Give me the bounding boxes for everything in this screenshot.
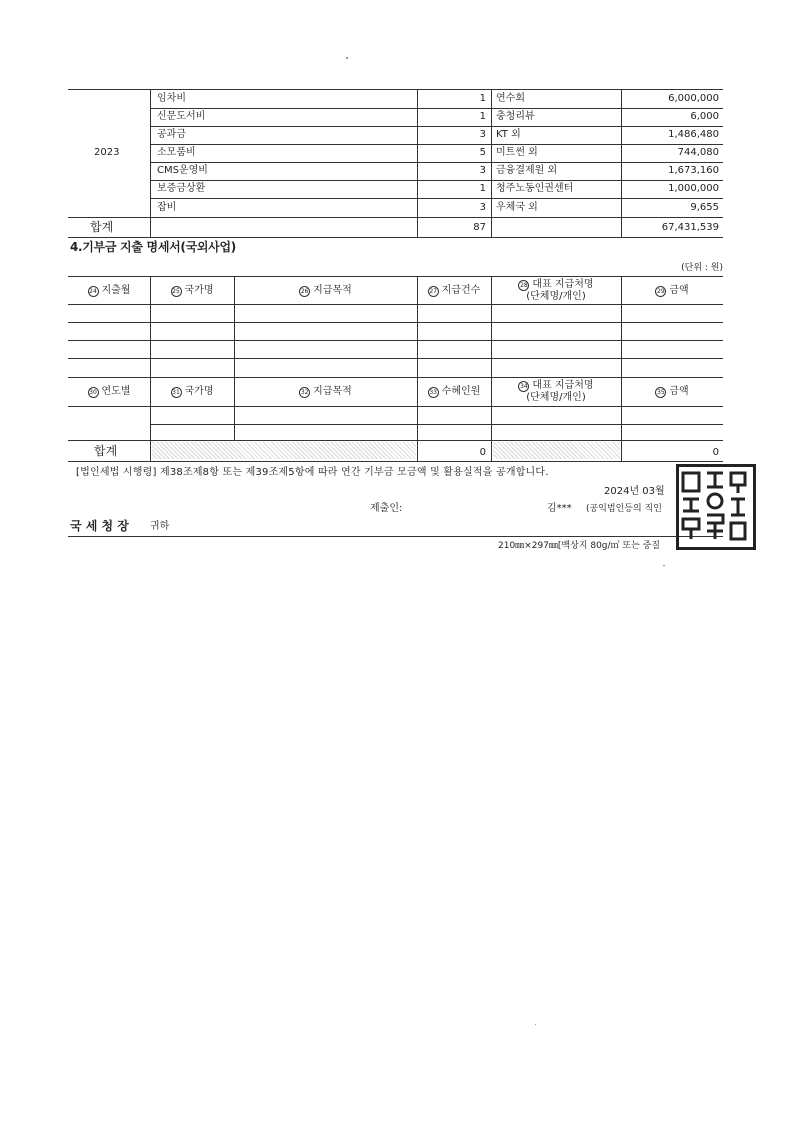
total-label: 합계 xyxy=(94,444,118,458)
row-amount: 6,000 xyxy=(690,111,719,122)
col-header-count: 27 지급건수 xyxy=(429,285,481,296)
row-amount: 1,673,160 xyxy=(668,165,719,176)
row-item: 소모품비 xyxy=(157,147,196,158)
row-count: 1 xyxy=(479,93,486,104)
addressee-suffix: 귀하 xyxy=(150,521,170,532)
row-amount: 1,000,000 xyxy=(668,183,719,194)
col-header-amount: 29 금액 xyxy=(657,285,689,296)
col-header-country: 25 국가명 xyxy=(172,285,214,296)
submitter-role: (공익법인등의 직인 xyxy=(586,504,662,514)
col-header-purpose: 26 지급목적 xyxy=(300,285,352,296)
row-count: 3 xyxy=(479,129,486,140)
row-item: 신문도서비 xyxy=(157,111,206,122)
row-item: 임차비 xyxy=(157,93,186,104)
section-title: 4.기부금 지출 명세서(국외사업) xyxy=(70,240,236,254)
row-item: 잡비 xyxy=(157,202,177,213)
legal-text: [법인세법 시행령] 제38조제8항 또는 제39조제5항에 따라 연간 기부금 모금액 및 활용실적을 공개합니다. xyxy=(76,467,549,478)
row-recipient: 연수회 xyxy=(496,93,525,104)
total-amount: 67,431,539 xyxy=(661,222,719,233)
row-recipient: KT 외 xyxy=(496,129,521,140)
row-count: 3 xyxy=(479,165,486,176)
scan-speck xyxy=(535,1024,536,1025)
row-recipient: 금융결제원 외 xyxy=(496,165,558,176)
col-header-purpose: 32 지급목적 xyxy=(300,386,352,397)
row-recipient: 청주노동인권센터 xyxy=(496,183,574,194)
total-count: 0 xyxy=(479,447,486,458)
row-count: 3 xyxy=(479,202,486,213)
col-header-country: 31 국가명 xyxy=(172,386,214,397)
total-amount: 0 xyxy=(712,447,719,458)
unit-label: (단위 : 원) xyxy=(681,263,723,273)
col-header-recipient: 34 대표 지급처명 (단체명/개인) xyxy=(520,380,594,403)
col-header-month: 24 지출월 xyxy=(89,285,131,296)
date: 2024년 03월 xyxy=(604,486,665,497)
scan-speck xyxy=(663,565,665,566)
col-header-beneficiaries: 33 수혜인원 xyxy=(429,386,481,397)
row-recipient: 우체국 외 xyxy=(496,202,538,213)
row-recipient: 충청리뷰 xyxy=(496,111,535,122)
row-amount: 9,655 xyxy=(690,202,719,213)
row-count: 1 xyxy=(479,111,486,122)
row-count: 5 xyxy=(479,147,486,158)
official-seal-stamp xyxy=(676,464,756,550)
col-header-amount: 35 금액 xyxy=(657,386,689,397)
row-item: 보증금상환 xyxy=(157,183,206,194)
submitter-label: 제출인: xyxy=(370,503,403,514)
submitter-name: 김*** xyxy=(547,503,572,514)
row-count: 1 xyxy=(479,183,486,194)
row-item: 공과금 xyxy=(157,129,186,140)
total-count: 87 xyxy=(473,222,486,233)
row-recipient: 미트썬 외 xyxy=(496,147,538,158)
col-header-year: 30 연도별 xyxy=(89,386,131,397)
addressee: 국 세 청 장 xyxy=(70,519,129,533)
row-amount: 744,080 xyxy=(677,147,719,158)
redacted-area xyxy=(493,442,620,459)
redacted-area xyxy=(152,442,416,459)
year-label: 2023 xyxy=(94,147,120,158)
total-label: 합계 xyxy=(90,220,114,234)
col-header-recipient: 28 대표 지급처명 (단체명/개인) xyxy=(520,279,594,302)
scan-speck xyxy=(346,57,348,59)
paper-spec: 210㎜×297㎜[백상지 80g/㎡ 또는 중질 xyxy=(498,541,661,551)
row-item: CMS운영비 xyxy=(157,165,208,176)
row-amount: 6,000,000 xyxy=(668,93,719,104)
row-amount: 1,486,480 xyxy=(668,129,719,140)
